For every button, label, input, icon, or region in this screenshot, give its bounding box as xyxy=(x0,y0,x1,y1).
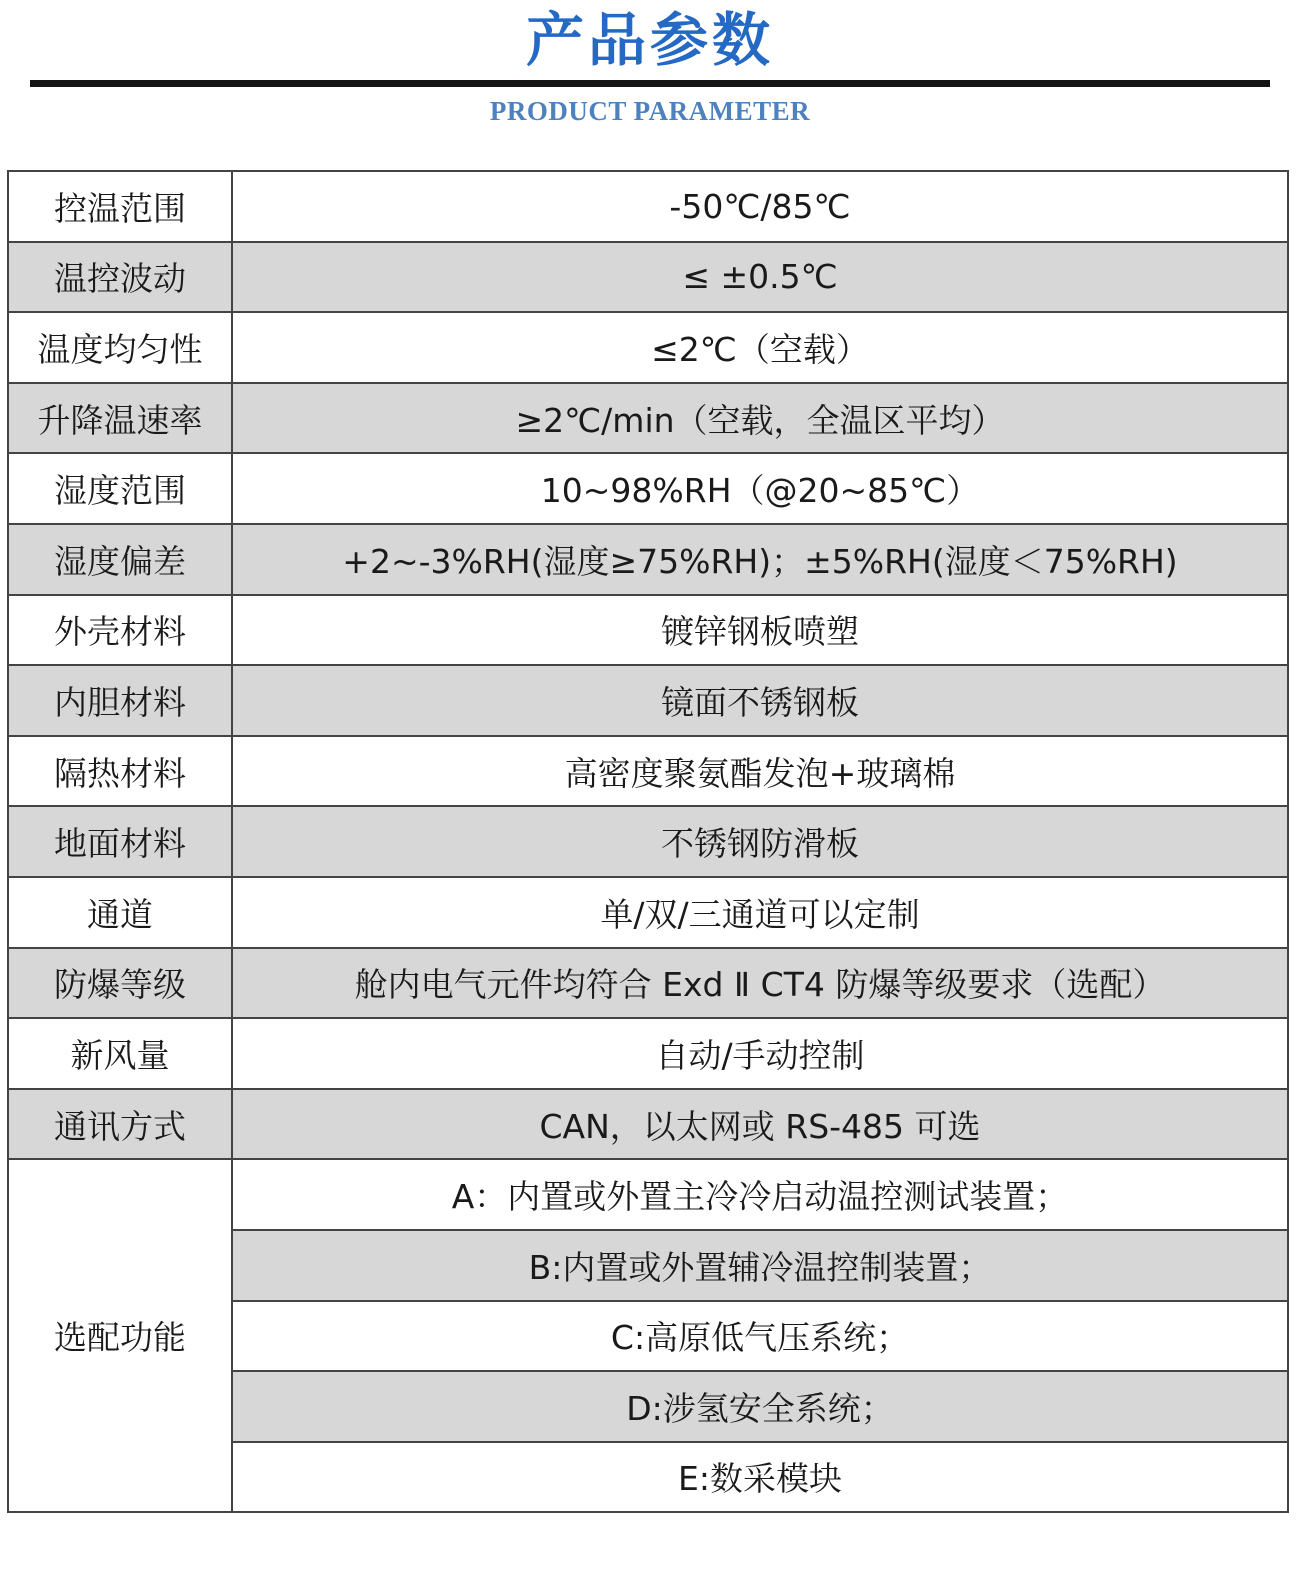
table-row xyxy=(8,1018,1288,1089)
table-row xyxy=(8,595,1288,666)
table-row xyxy=(8,806,1288,877)
table-row xyxy=(8,242,1288,313)
table-row xyxy=(8,312,1288,383)
title-divider xyxy=(30,80,1270,87)
param-label: 升降温速率 xyxy=(8,383,232,454)
param-value: 高密度聚氨酯发泡+玻璃棉 xyxy=(232,736,1288,807)
option-item: C:高原低气压系统； xyxy=(232,1301,1288,1372)
parameter-table xyxy=(7,170,1289,1513)
table-row xyxy=(8,171,1288,242)
table-row xyxy=(8,524,1288,595)
param-value: -50℃/85℃ xyxy=(232,171,1288,242)
param-label: 地面材料 xyxy=(8,806,232,877)
param-value: +2~-3%RH(湿度≥75%RH)；±5%RH(湿度＜75%RH) xyxy=(232,524,1288,595)
param-value: ≤ ±0.5℃ xyxy=(232,242,1288,313)
param-label: 内胆材料 xyxy=(8,665,232,736)
param-value: 镀锌钢板喷塑 xyxy=(232,595,1288,666)
param-label: 湿度范围 xyxy=(8,453,232,524)
table-row xyxy=(8,736,1288,807)
param-label: 隔热材料 xyxy=(8,736,232,807)
param-value: ≤2℃（空载） xyxy=(232,312,1288,383)
param-value: CAN，以太网或 RS-485 可选 xyxy=(232,1089,1288,1160)
param-label: 温度均匀性 xyxy=(8,312,232,383)
table-row xyxy=(8,383,1288,454)
param-value: ≥2℃/min（空载，全温区平均） xyxy=(232,383,1288,454)
param-label: 温控波动 xyxy=(8,242,232,313)
param-value: 不锈钢防滑板 xyxy=(232,806,1288,877)
table-row xyxy=(8,453,1288,524)
param-label: 通道 xyxy=(8,877,232,948)
table-row xyxy=(8,1089,1288,1160)
option-item: B:内置或外置辅冷温控制装置； xyxy=(232,1230,1288,1301)
page-subtitle: PRODUCT PARAMETER xyxy=(489,96,811,126)
table-row xyxy=(8,877,1288,948)
param-value: 单/双/三通道可以定制 xyxy=(232,877,1288,948)
option-item: E:数采模块 xyxy=(232,1442,1288,1513)
param-label: 湿度偏差 xyxy=(8,524,232,595)
param-value: 舱内电气元件均符合 Exd Ⅱ CT4 防爆等级要求（选配） xyxy=(232,948,1288,1019)
page-title: 产品参数 xyxy=(525,6,774,74)
table-row xyxy=(8,1159,1288,1230)
option-item: A：内置或外置主冷冷启动温控测试装置； xyxy=(232,1159,1288,1230)
options-label: 选配功能 xyxy=(8,1159,232,1512)
param-label: 外壳材料 xyxy=(8,595,232,666)
param-label: 防爆等级 xyxy=(8,948,232,1019)
param-value: 镜面不锈钢板 xyxy=(232,665,1288,736)
param-label: 通讯方式 xyxy=(8,1089,232,1160)
param-value: 自动/手动控制 xyxy=(232,1018,1288,1089)
table-row xyxy=(8,948,1288,1019)
option-item: D:涉氢安全系统； xyxy=(232,1371,1288,1442)
param-label: 新风量 xyxy=(8,1018,232,1089)
param-value: 10~98%RH（@20~85℃） xyxy=(232,453,1288,524)
param-label: 控温范围 xyxy=(8,171,232,242)
table-row xyxy=(8,665,1288,736)
